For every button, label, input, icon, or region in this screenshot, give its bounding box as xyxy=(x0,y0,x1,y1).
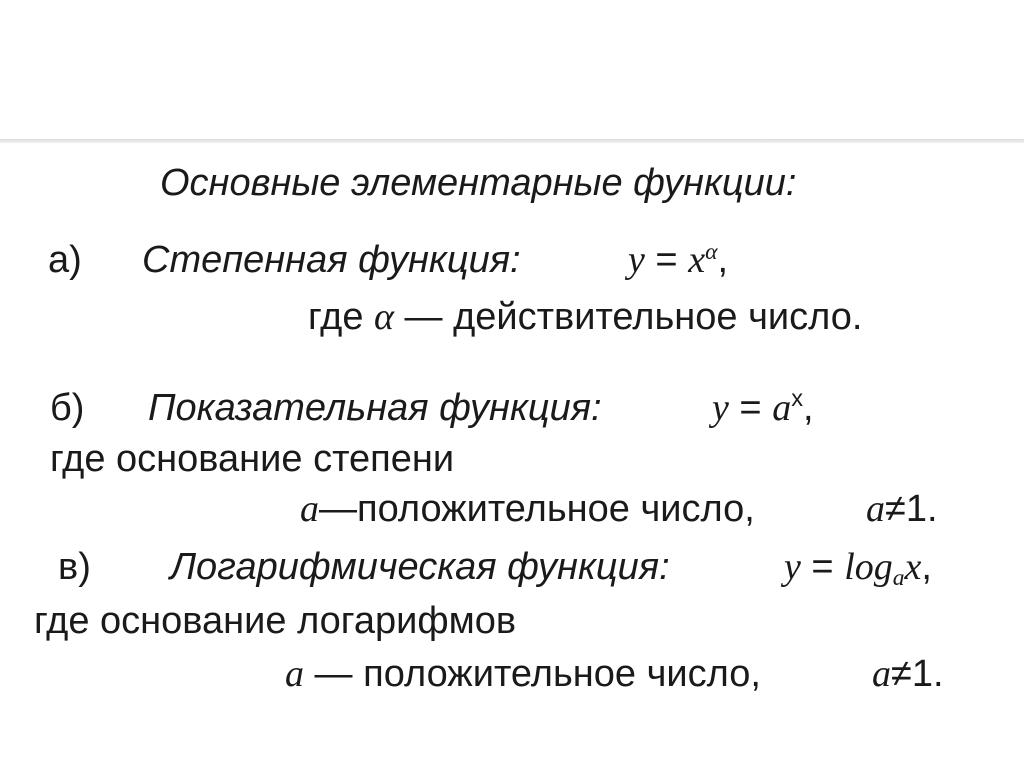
symbol-a: a xyxy=(872,653,891,695)
equals-sign: = xyxy=(800,546,845,588)
var-a: a xyxy=(772,387,792,429)
var-x: x xyxy=(688,239,706,281)
condition-rest: ≠1. xyxy=(885,488,938,530)
exponent-alpha: α xyxy=(705,239,718,266)
var-y: y xyxy=(712,387,729,429)
item-b-note-line1: где основание степени xyxy=(50,438,455,480)
item-c-note-line1: где основание логарифмов xyxy=(34,600,517,642)
item-b-marker: б) xyxy=(50,387,85,429)
slide-heading: Основные элементарные функции: xyxy=(160,162,797,204)
comma: , xyxy=(802,387,814,429)
condition-rest: ≠1. xyxy=(891,653,944,695)
symbol-a: a xyxy=(285,653,304,695)
var-y: y xyxy=(784,546,801,588)
item-a-marker: а) xyxy=(48,239,82,281)
exponent-x: x xyxy=(791,384,803,411)
item-b-formula xyxy=(712,384,814,429)
note-rest: —положительное число, xyxy=(319,488,755,530)
item-b-condition xyxy=(866,490,938,528)
log-function: log xyxy=(844,546,893,588)
item-a-note xyxy=(308,298,862,336)
var-y: y xyxy=(628,239,645,281)
log-base-a: a xyxy=(892,564,905,591)
note-prefix: где xyxy=(308,296,375,338)
item-a-formula xyxy=(628,241,728,279)
equals-sign: = xyxy=(644,239,689,281)
symbol-a: a xyxy=(866,488,885,530)
item-b-name: Показательная функция: xyxy=(148,387,602,429)
item-c-note-line2 xyxy=(285,655,761,693)
note-rest: — положительное число, xyxy=(304,653,761,695)
symbol-a: a xyxy=(300,488,319,530)
item-c-formula xyxy=(784,546,932,591)
item-c-name: Логарифмическая функция: xyxy=(170,546,670,588)
comma: , xyxy=(717,239,728,281)
equals-sign: = xyxy=(728,387,773,429)
comma: , xyxy=(921,546,932,588)
var-x: x xyxy=(904,546,922,588)
item-b-note-line2 xyxy=(300,490,755,528)
item-a-name: Степенная функция: xyxy=(142,239,521,281)
item-c-marker: в) xyxy=(58,546,91,588)
item-c-condition xyxy=(872,655,944,693)
symbol-alpha: α xyxy=(374,296,394,338)
slide-divider xyxy=(0,139,1024,143)
note-rest: — действительное число. xyxy=(393,296,863,338)
